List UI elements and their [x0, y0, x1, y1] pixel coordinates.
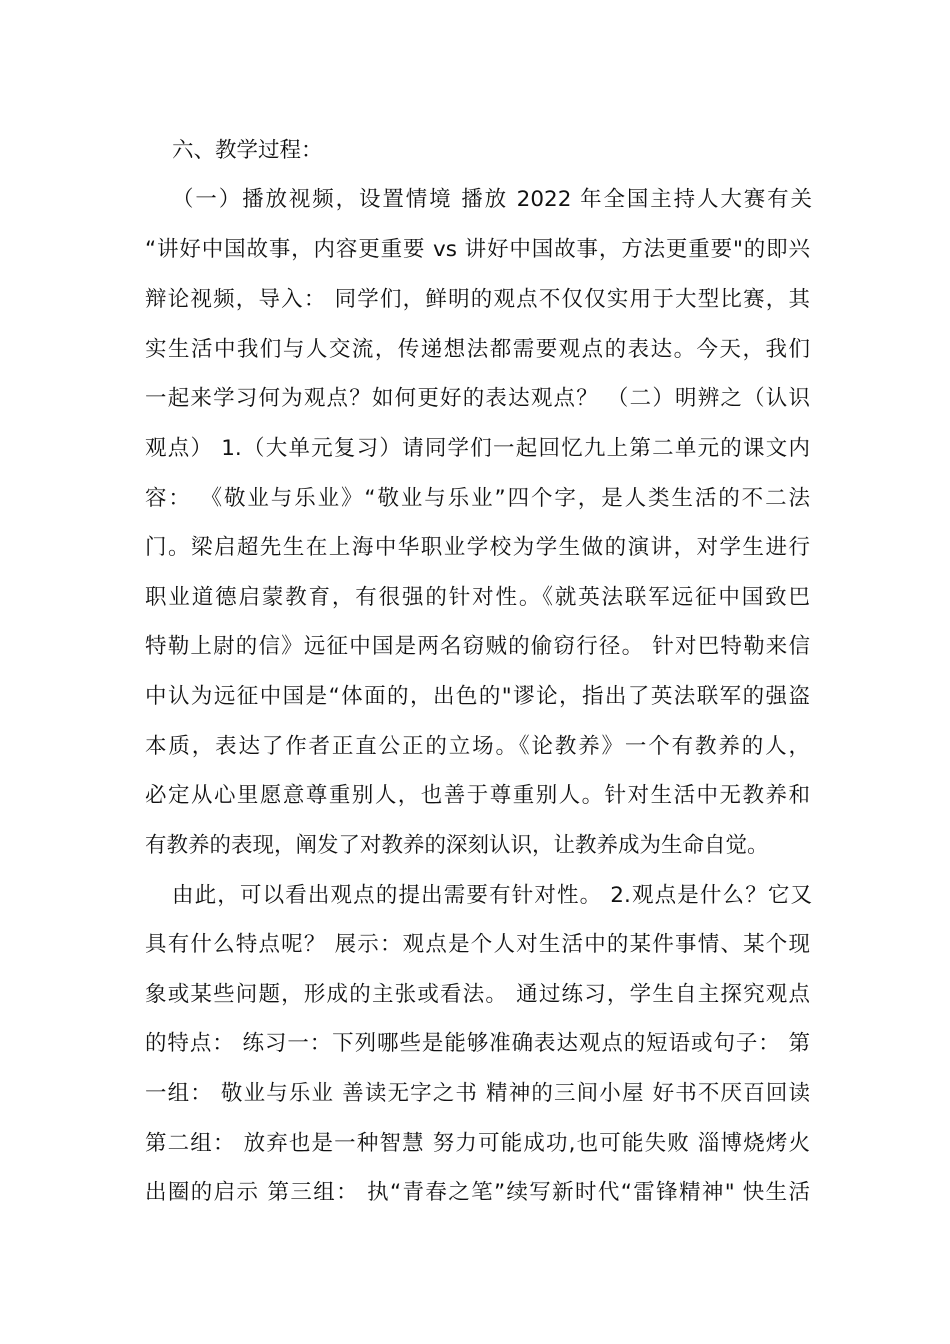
paragraph-line: 中认为远征中国是“体面的，出色的"谬论，指出了英法联军的强盗 — [145, 684, 810, 709]
paragraph-line: 必定从心里愿意尊重别人，也善于尊重别人。针对生活中无教养和 — [145, 783, 810, 808]
paragraph-line: 出圈的启示 第三组： 执“青春之笔”续写新时代“雷锋精神" 快生活 — [145, 1180, 810, 1205]
paragraph-line: 具有什么特点呢？ 展示：观点是个人对生活中的某件事情、某个现 — [145, 932, 810, 957]
paragraph-line: 观点） 1.（大单元复习）请同学们一起回忆九上第二单元的课文内 — [145, 436, 810, 461]
paragraph-line: 第二组： 放弃也是一种智慧 努力可能成功,也可能失败 淄博烧烤火 — [145, 1131, 810, 1156]
paragraph-line: 有教养的表现，阐发了对教养的深刻认识，让教养成为生命自觉。 — [145, 833, 769, 858]
paragraph-line: 特勒上尉的信》远征中国是两名窃贼的偷窃行径。 针对巴特勒来信 — [145, 634, 810, 659]
paragraph-line: 本质，表达了作者正直公正的立场。《论教养》一个有教养的人， — [145, 734, 810, 759]
paragraph-line: 由此，可以看出观点的提出需要有针对性。 2.观点是什么？它又 — [172, 883, 812, 908]
paragraph-line: 职业道德启蒙教育，有很强的针对性。《就英法联军远征中国致巴 — [145, 585, 810, 610]
paragraph-line: “讲好中国故事，内容更重要 vs 讲好中国故事，方法更重要"的即兴 — [145, 237, 810, 262]
paragraph-line: 容： 《敬业与乐业》“敬业与乐业”四个字，是人类生活的不二法 — [145, 486, 810, 511]
paragraph-line: 实生活中我们与人交流，传递想法都需要观点的表达。今天，我们 — [145, 337, 810, 362]
paragraph-line: 象或某些问题，形成的主张或看法。 通过练习，学生自主探究观点 — [145, 982, 810, 1007]
paragraph-line: （一）播放视频，设置情境 播放 2022 年全国主持人大赛有关 — [172, 187, 812, 212]
paragraph-line: 门。梁启超先生在上海中华职业学校为学生做的演讲，对学生进行 — [145, 535, 810, 560]
paragraph-line: 辩论视频，导入： 同学们，鲜明的观点不仅仅实用于大型比赛，其 — [145, 287, 810, 312]
paragraph-line: 的特点： 练习一：下列哪些是能够准确表达观点的短语或句子： 第 — [145, 1031, 810, 1056]
paragraph-line: 一组： 敬业与乐业 善读无字之书 精神的三间小屋 好书不厌百回读 — [145, 1081, 810, 1106]
section-heading: 六、教学过程： — [172, 138, 323, 163]
paragraph-line: 一起来学习何为观点？如何更好的表达观点？ （二）明辨之（认识 — [145, 386, 810, 411]
